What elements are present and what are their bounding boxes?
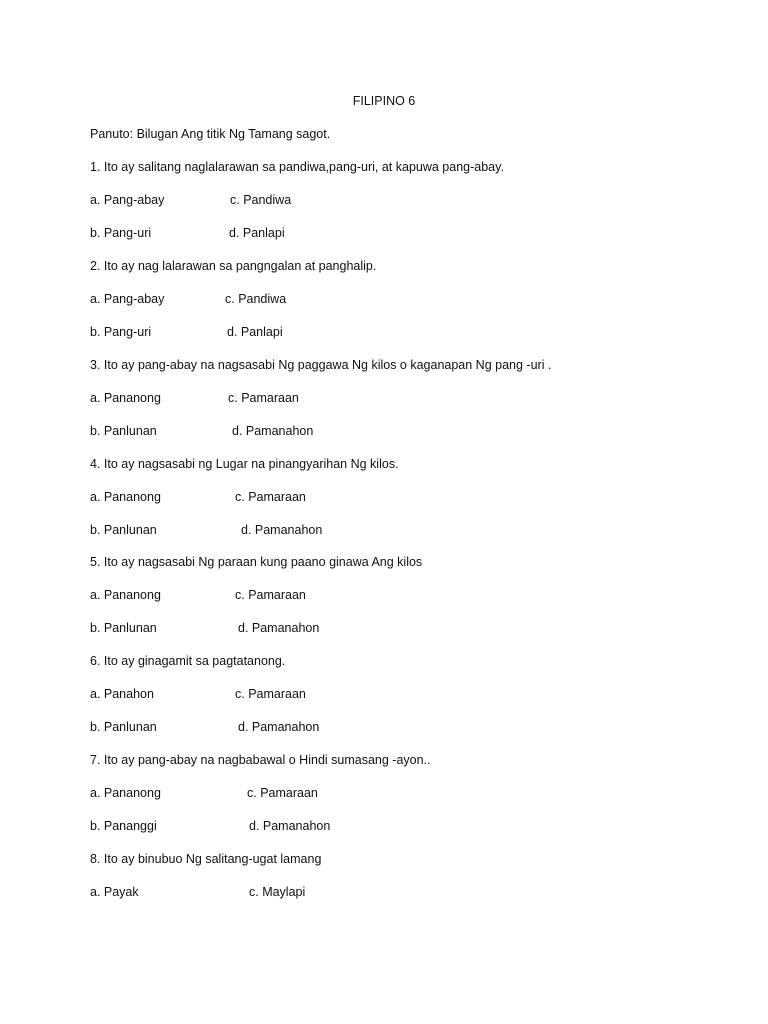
question-4-option-d: d. Pamanahon [241,523,323,537]
question-5-text: 5. Ito ay nagsasabi Ng paraan kung paano ginawa Ang kilos [90,555,423,569]
question-7-option-b: b. Pananggi [90,819,157,833]
question-5-option-a: a. Pananong [90,588,161,602]
question-3-option-b: b. Panlunan [90,424,157,438]
question-4-option-c: c. Pamaraan [235,490,306,504]
question-5-option-c: c. Pamaraan [235,588,306,602]
question-6-option-a: a. Panahon [90,687,154,701]
question-6-option-c: c. Pamaraan [235,687,306,701]
question-2-option-d: d. Panlapi [227,325,283,339]
question-3-option-c: c. Pamaraan [228,391,299,405]
page-title: FILIPINO 6 [352,94,416,108]
question-7-text: 7. Ito ay pang-abay na nagbabawal o Hindi sumasang -ayon.. [90,753,431,767]
instructions: Panuto: Bilugan Ang titik Ng Tamang sagot. [90,127,331,141]
question-6-text: 6. Ito ay ginagamit sa pagtatanong. [90,654,286,668]
question-8-text: 8. Ito ay binubuo Ng salitang-ugat lamang [90,852,322,866]
question-7-option-a: a. Pananong [90,786,161,800]
question-5-option-b: b. Panlunan [90,621,157,635]
question-8-option-c: c. Maylapi [249,885,306,899]
question-4-text: 4. Ito ay nagsasabi ng Lugar na pinangyarihan Ng kilos. [90,457,399,471]
question-2-option-b: b. Pang-uri [90,325,152,339]
question-6-option-d: d. Pamanahon [238,720,320,734]
question-1-option-b: b. Pang-uri [90,226,152,240]
question-2-option-a: a. Pang-abay [90,292,165,306]
question-1-option-a: a. Pang-abay [90,193,165,207]
question-2-option-c: c. Pandiwa [225,292,287,306]
question-1-text: 1. Ito ay salitang naglalarawan sa pandiwa,pang-uri, at kapuwa pang-abay. [90,160,504,174]
question-4-option-b: b. Panlunan [90,523,157,537]
question-7-option-d: d. Pamanahon [249,819,331,833]
question-3-option-d: d. Pamanahon [232,424,314,438]
question-4-option-a: a. Pananong [90,490,161,504]
question-7-option-c: c. Pamaraan [247,786,318,800]
question-1-option-c: c. Pandiwa [230,193,292,207]
question-1-option-d: d. Panlapi [229,226,285,240]
question-2-text: 2. Ito ay nag lalarawan sa pangngalan at panghalip. [90,259,377,273]
question-3-text: 3. Ito ay pang-abay na nagsasabi Ng paggawa Ng kilos o kaganapan Ng pang -uri . [90,358,552,372]
question-6-option-b: b. Panlunan [90,720,157,734]
question-5-option-d: d. Pamanahon [238,621,320,635]
question-8-option-a: a. Payak [90,885,139,899]
question-3-option-a: a. Pananong [90,391,161,405]
